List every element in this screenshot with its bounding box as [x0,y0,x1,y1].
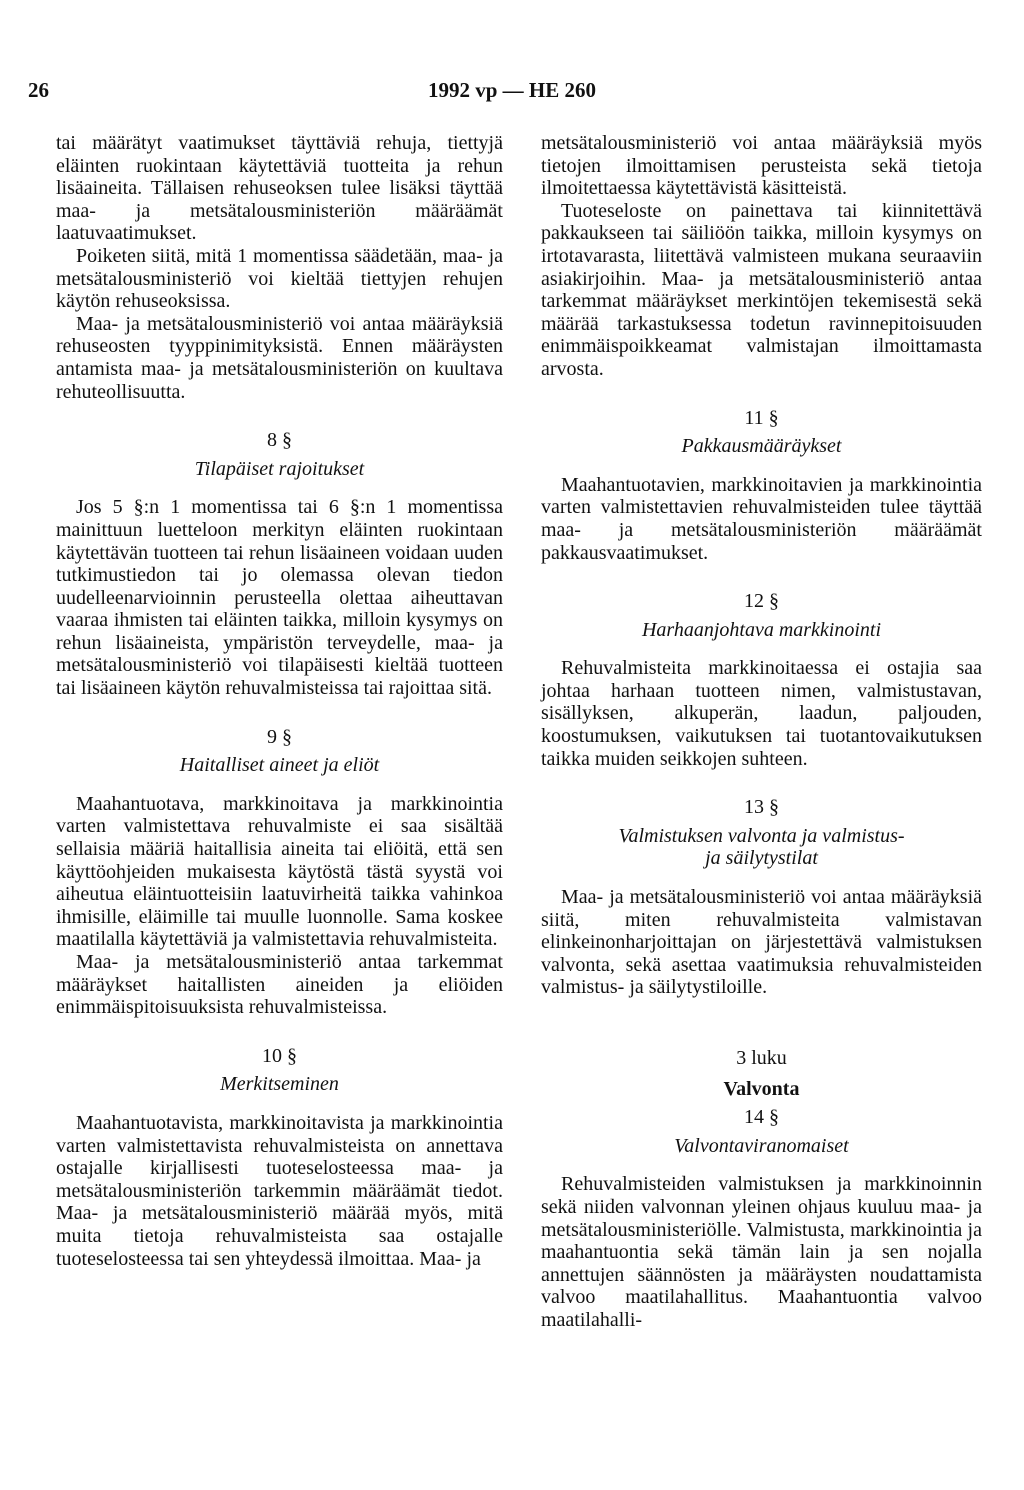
section-title: Haitalliset aineet ja eliöt [179,754,380,777]
section-title: Tilapäiset rajoitukset [194,457,365,480]
paragraph: metsätalousministeriö voi antaa määräyksiä myös tietojen ilmoittamisen perusteista sekä tietoja ilmoitettaessa käytettävistä käsitteistä. [541,132,982,200]
right-column [541,132,982,1332]
section-number: 8 § [267,429,292,452]
paragraph: Maa- ja metsätalousministeriö voi antaa määräyksiä siitä, miten rehuvalmisteita valmistavan elinkeinonharjoittajan on järjestettävä valmistuksen valvonta, sekä asettaa vaatimuksia rehuvalmisteiden valmistus- ja säilytystiloille. [541,886,982,999]
paragraph: Maahantuotavien, markkinoitavien ja markkinointia varten valmistettavien rehuvalmisteiden tulee täyttää maa- ja metsätalousministeriön määräämät pakkausvaatimukset. [541,473,982,564]
paragraph: Maahantuotavista, markkinoitavista ja markkinointia varten valmistettavista rehuvalmisteista on annettava ostajalle kirjallisesti tuoteselosteessa maa- ja metsätalousministeriön tarkemmin määräämät tiedot. Maa- ja metsätalousministeriö määrää myös, mitä muita tietoja rehuvalmisteista saa ostajalle tuoteselosteessa tai sen yhteydessä ilmoittaa. Maa- ja [56,1111,503,1270]
running-head: 1992 vp — HE 260 [427,78,597,102]
section-number: 9 § [267,725,292,748]
paragraph: Poiketen siitä, mitä 1 momentissa säädetään, maa- ja metsätalousministeriö voi kieltää tiettyjen rehujen käytön rehuseoksissa. [56,244,503,313]
paragraph: Tuoteseloste on painettava tai kiinnitettävä pakkaukseen tai säiliöön taikka, milloin kysymys on irtotavarasta, liitettävä valmisteen mukana seuraaviin asiakirjoihin. Maa- ja metsätalousministeriö antaa tarkemmat määräykset merkintöjen tekemisestä sekä määrää tarkastuksessa todetun ravinnepitoisuuden enimmäispoikkeamat valmistajan ilmoittamasta arvosta. [541,199,982,380]
paragraph: Maahantuotava, markkinoitava ja markkinointia varten valmistettava rehuvalmiste ei saa sisältää sellaisia määriä haitallisia aineita tai eliöitä, että sen käyttöohjeiden mukaisesta käytöstä tästä syystä voi aiheutua eläintuotteisiin laatuvirheitä taikka vahinkoa ihmisille, eläimille tai muulle luonnolle. Sama koskee maatilalla käytettäviä ja valmistettavia rehuvalmisteita. [56,792,503,951]
section-title: Merkitseminen [220,1073,339,1096]
page-number: 26 [28,78,49,102]
section-title: Valvontaviranomaiset [674,1134,849,1157]
section-title: Pakkausmääräykset [681,435,842,458]
paragraph: Maa- ja metsätalousministeriö voi antaa määräyksiä rehuseosten tyyppinimityksistä. Ennen määräysten antamista maa- ja metsätalousministeriön on kuultava rehuteollisuutta. [56,312,503,403]
paragraph: tai määrätyt vaatimukset täyttäviä rehuja, tiettyjä eläinten ruokintaan käytettäviä tuotteita ja rehun lisäaineita. Tällaisen rehuseoksen tulee lisäksi täyttää maa- ja metsätalousministeriön määräämät laatuvaatimukset. [56,132,503,245]
left-column [56,132,503,1270]
section-number: 12 § [744,590,779,613]
section-title-line: ja säilytystilat [705,847,818,870]
chapter-title: Valvonta [723,1077,800,1100]
paragraph: Rehuvalmisteita markkinoitaessa ei ostajia saa johtaa harhaan tuotteen nimen, valmistustavan, sisällyksen, alkuperän, laadun, paljouden, koostumuksen, vaikutuksen tai tuotantovaikutuksen taikka muiden seikkojen suhteen. [541,657,982,770]
section-number: 14 § [744,1106,779,1129]
section-title: Harhaanjohtava markkinointi [641,618,882,641]
paragraph: Maa- ja metsätalousministeriö antaa tarkemmat määräykset haitallisten aineiden ja eliöiden enimmäispitoisuuksista rehuvalmisteissa. [56,951,503,1019]
section-number: 11 § [744,406,779,429]
section-title-line: Valmistuksen valvonta ja valmistus- [618,824,905,847]
section-number: 13 § [744,796,779,819]
paragraph: Rehuvalmisteiden valmistuksen ja markkinoinnin sekä niiden valvonnan yleinen ohjaus kuuluu maa- ja metsätalousministeriölle. Valmistusta, markkinointia ja maahantuontia sekä tämän lain ja sen nojalla annettujen säännösten ja määräysten noudattamista valvoo maatilahallitus. Maahantuontia valvoo maatilahalli- [541,1173,982,1331]
page-header [0,78,1024,112]
section-number: 10 § [262,1044,297,1067]
paragraph: Jos 5 §:n 1 momentissa tai 6 §:n 1 momentissa mainittuun luetteloon merkityn eläinten ruokintaan käytettävän tuotteen tai rehun lisäaineen voidaan uuden tutkimustiedon tai jo olemassa olevan tiedon uudelleenarvioinnin perusteella olettaa aiheuttavan vaaraa ihmisten tai eläinten taikka, milloin kysymys on rehun lisäaineista, ympäristön terveydelle, maa- ja metsätalousministeriö voi tilapäisesti kieltää tuotteen tai lisäaineen käytön rehuvalmisteissa tai rajoittaa sitä. [56,496,503,700]
chapter-number: 3 luku [736,1047,787,1069]
section-title [541,825,982,870]
